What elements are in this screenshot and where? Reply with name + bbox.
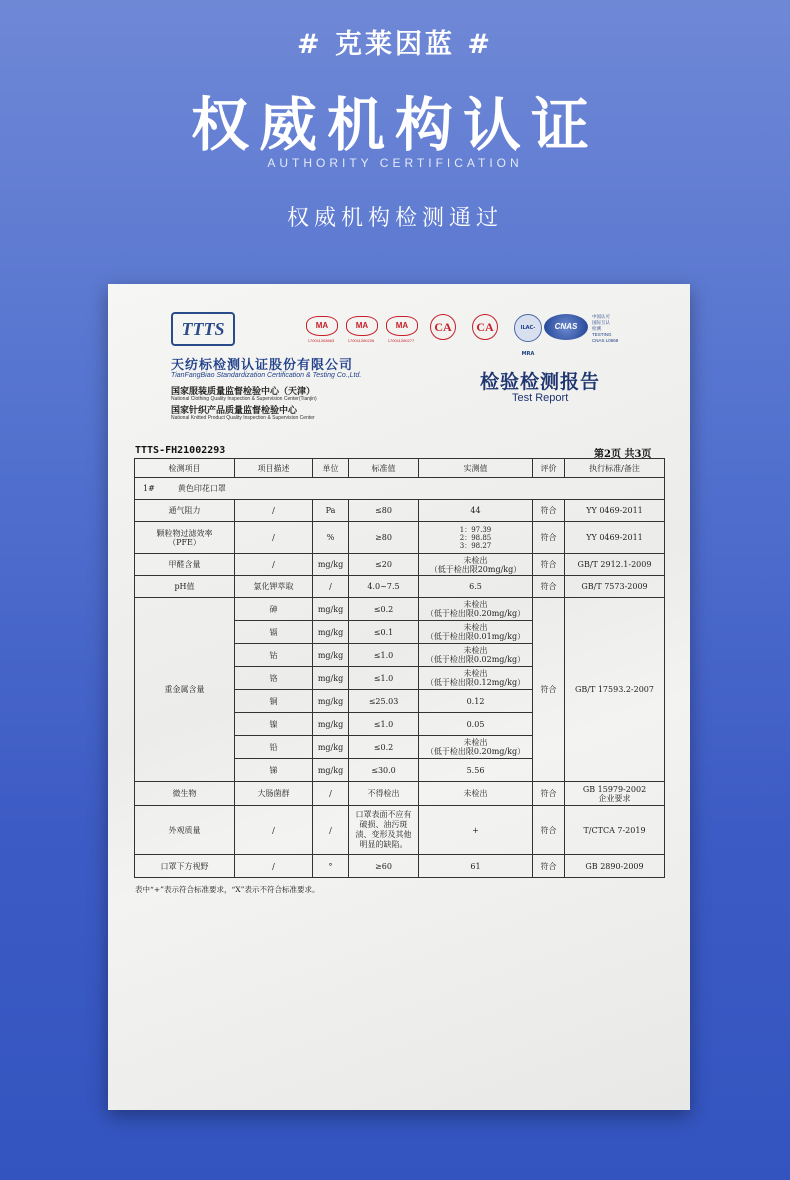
company-name-cn: 天纺标检测认证股份有限公司 [171, 358, 354, 373]
cell-eval: 符合 [533, 598, 565, 782]
cnas-text-line: TESTING [592, 332, 612, 337]
std-line: 明显的缺陷。 [359, 840, 408, 849]
cell-desc: 钴 [235, 644, 313, 667]
cell-std: ≥60 [349, 855, 419, 878]
cnas-text-line: 检测 [592, 326, 601, 331]
cell-desc: 大肠菌群 [235, 782, 313, 806]
table-row [135, 806, 665, 855]
cell-value: 44 [419, 500, 533, 522]
column-header: 检测项目 [135, 459, 235, 478]
cell-item-line: （PFE） [168, 537, 201, 547]
cell-desc: 镉 [235, 621, 313, 644]
cell-value: 6.5 [419, 576, 533, 598]
table-row [135, 782, 665, 806]
cal-mark: CA [430, 314, 456, 340]
cell-desc: 镍 [235, 713, 313, 736]
cnas-text-line: 国际互认 [592, 320, 610, 325]
cell-standard: GB/T 7573-2009 [565, 576, 665, 598]
page-title-en: AUTHORITY CERTIFICATION [267, 156, 523, 170]
cell-std: 不得检出 [349, 782, 419, 806]
cell-value [419, 667, 533, 690]
cell-standard [565, 782, 665, 806]
standard-line: 企业要求 [598, 793, 631, 803]
cell-std: ≤1.0 [349, 713, 419, 736]
cell-desc: / [235, 806, 313, 855]
sample-name: 黄色印花口罩 [177, 484, 226, 493]
test-report-document [108, 284, 690, 1110]
cell-unit: mg/kg [313, 644, 349, 667]
center1-name-cn: 国家服装质量监督检验中心（天津） [171, 387, 316, 397]
value-line: 1：97.39 [459, 525, 492, 534]
sample-row [135, 478, 665, 500]
cell-eval: 符合 [533, 576, 565, 598]
page-title: 权威机构认证 [190, 91, 599, 159]
report-title-en: Test Report [512, 392, 569, 404]
std-line: 渍、变形及其他 [355, 830, 412, 839]
cell-unit: / [313, 782, 349, 806]
cell-eval: 符合 [533, 522, 565, 554]
cell-std: ≤0.2 [349, 598, 419, 621]
ttts-logo: TTTS [171, 312, 235, 346]
cnas-logo: CNAS [544, 314, 588, 340]
cell-unit: Pa [313, 500, 349, 522]
cell-std: ≤80 [349, 500, 419, 522]
cell-standard: GB/T 2912.1-2009 [565, 554, 665, 576]
cell-item: 外观质量 [135, 806, 235, 855]
cma-number: 170011260277 [387, 338, 415, 343]
value-line: 3：98.27 [459, 541, 492, 550]
cell-unit: mg/kg [313, 736, 349, 759]
cell-std: ≤30.0 [349, 759, 419, 782]
table-row [135, 855, 665, 878]
cell-standard: GB 2890-2009 [565, 855, 665, 878]
cell-std: ≤0.1 [349, 621, 419, 644]
table-row [135, 500, 665, 522]
cell-item: 通气阻力 [135, 500, 235, 522]
cell-unit: mg/kg [313, 554, 349, 576]
cell-desc: 砷 [235, 598, 313, 621]
column-header: 实测值 [419, 459, 533, 478]
value-line: 2：98.85 [459, 533, 492, 542]
test-results-table [134, 458, 665, 878]
column-header: 单位 [313, 459, 349, 478]
cma-number: 170011263663 [307, 338, 335, 343]
cell-desc: 铅 [235, 736, 313, 759]
value-line: （低于检出限0.02mg/kg） [425, 655, 526, 664]
cell-std: ≤1.0 [349, 644, 419, 667]
cell-std: ≤25.03 [349, 690, 419, 713]
cell-unit: % [313, 522, 349, 554]
report-number: TTTS-FH21002293 [135, 445, 226, 456]
cell-unit: / [313, 576, 349, 598]
cell-value [419, 598, 533, 621]
value-line: （低于检出限0.20mg/kg） [425, 747, 526, 756]
column-header: 执行标准/备注 [565, 459, 665, 478]
cell-std: ≤0.2 [349, 736, 419, 759]
table-row [135, 598, 665, 621]
certification-marks [304, 314, 634, 357]
center2-name-cn: 国家针织产品质量监督检验中心 [171, 406, 298, 416]
company-name-en: TianFangBiao Standardization Certification & Testing Co.,Ltd. [171, 372, 362, 379]
cell-desc: 铜 [235, 690, 313, 713]
column-header: 项目描述 [235, 459, 313, 478]
std-line: 口罩表面不应有 [355, 810, 412, 819]
cell-eval: 符合 [533, 806, 565, 855]
cell-standard: YY 0469-2011 [565, 522, 665, 554]
cell-value [419, 554, 533, 576]
cell-unit: mg/kg [313, 621, 349, 644]
cnas-text-line: CNAS L0668 [592, 338, 619, 343]
cell-unit: mg/kg [313, 690, 349, 713]
value-line: 未检出 [463, 738, 488, 747]
cell-item: 甲醛含量 [135, 554, 235, 576]
cal-mark: CA [472, 314, 498, 340]
cell-value: 0.05 [419, 713, 533, 736]
value-line: 未检出 [463, 623, 488, 632]
ilac-mra-logo: ILAC-MRA [514, 314, 542, 342]
cell-desc: 氯化钾萃取 [235, 576, 313, 598]
cell-eval: 符合 [533, 782, 565, 806]
cell-eval: 符合 [533, 554, 565, 576]
cnas-text [592, 314, 632, 344]
cell-item: 微生物 [135, 782, 235, 806]
table-note: 表中“+”表示符合标准要求，“X”表示不符合标准要求。 [135, 885, 320, 894]
cell-item-line: 颗粒物过滤效率 [156, 528, 213, 538]
cell-unit: mg/kg [313, 667, 349, 690]
page-info: 第2页 共3页 [594, 449, 652, 460]
cell-value [419, 736, 533, 759]
table-row [135, 522, 665, 554]
cell-eval: 符合 [533, 500, 565, 522]
table-row [135, 554, 665, 576]
cell-eval: 符合 [533, 855, 565, 878]
cell-value [419, 621, 533, 644]
cell-item: pH值 [135, 576, 235, 598]
cma-number: 170011260226 [347, 338, 375, 343]
cell-value: 0.12 [419, 690, 533, 713]
cell-std: ≤20 [349, 554, 419, 576]
cell-value [419, 522, 533, 554]
cma-mark: MA [386, 316, 418, 336]
cell-desc: 铬 [235, 667, 313, 690]
value-line: 未检出 [463, 555, 488, 565]
cell-standard: T/CTCA 7-2019 [565, 806, 665, 855]
cell-item: 重金属含量 [135, 598, 235, 782]
cell-value: 未检出 [419, 782, 533, 806]
table-row [135, 576, 665, 598]
report-title-cn: 检验检测报告 [480, 371, 601, 393]
brand-tag: # 克莱因蓝 # [296, 29, 494, 60]
table-header-row [135, 459, 665, 478]
cell-value: 61 [419, 855, 533, 878]
sample-number: 1# [143, 484, 155, 493]
cell-value [419, 644, 533, 667]
cell-value: 5.56 [419, 759, 533, 782]
value-line: （低于检出限0.01mg/kg） [425, 632, 526, 641]
cell-unit: mg/kg [313, 598, 349, 621]
cell-unit: / [313, 806, 349, 855]
cell-desc: / [235, 855, 313, 878]
value-line: 未检出 [463, 669, 488, 678]
cell-unit: mg/kg [313, 713, 349, 736]
cnas-text-line: 中国认可 [592, 314, 610, 319]
cell-unit: ° [313, 855, 349, 878]
cell-standard: GB/T 17593.2-2007 [565, 598, 665, 782]
cell-desc: 锑 [235, 759, 313, 782]
cma-mark: MA [346, 316, 378, 336]
value-line: （低于检出限0.20mg/kg） [425, 609, 526, 618]
column-header: 评价 [533, 459, 565, 478]
center2-name-en: National Knitted Product Quality Inspection & Supervision Center [171, 415, 315, 421]
center1-name-en: National Clothing Quality Inspection & Supervision Center(Tianjin) [171, 396, 317, 402]
cell-value: + [419, 806, 533, 855]
cell-std: ≤1.0 [349, 667, 419, 690]
cell-desc: / [235, 500, 313, 522]
value-line: 未检出 [463, 646, 488, 655]
cell-std: ≥80 [349, 522, 419, 554]
value-line: （低于检出限20mg/kg） [429, 564, 522, 574]
cell-standard: YY 0469-2011 [565, 500, 665, 522]
column-header: 标准值 [349, 459, 419, 478]
cma-mark: MA [306, 316, 338, 336]
cell-std: 4.0~7.5 [349, 576, 419, 598]
std-line: 破损、油污斑 [359, 820, 408, 829]
value-line: 未检出 [463, 600, 488, 609]
standard-line: GB 15979-2002 [582, 784, 647, 794]
cell-std [349, 806, 419, 855]
value-line: （低于检出限0.12mg/kg） [425, 678, 526, 687]
cell-desc: / [235, 554, 313, 576]
cell-desc: / [235, 522, 313, 554]
page-subtitle: 权威机构检测通过 [286, 206, 503, 231]
cell-item [135, 522, 235, 554]
cell-item: 口罩下方视野 [135, 855, 235, 878]
cell-unit: mg/kg [313, 759, 349, 782]
